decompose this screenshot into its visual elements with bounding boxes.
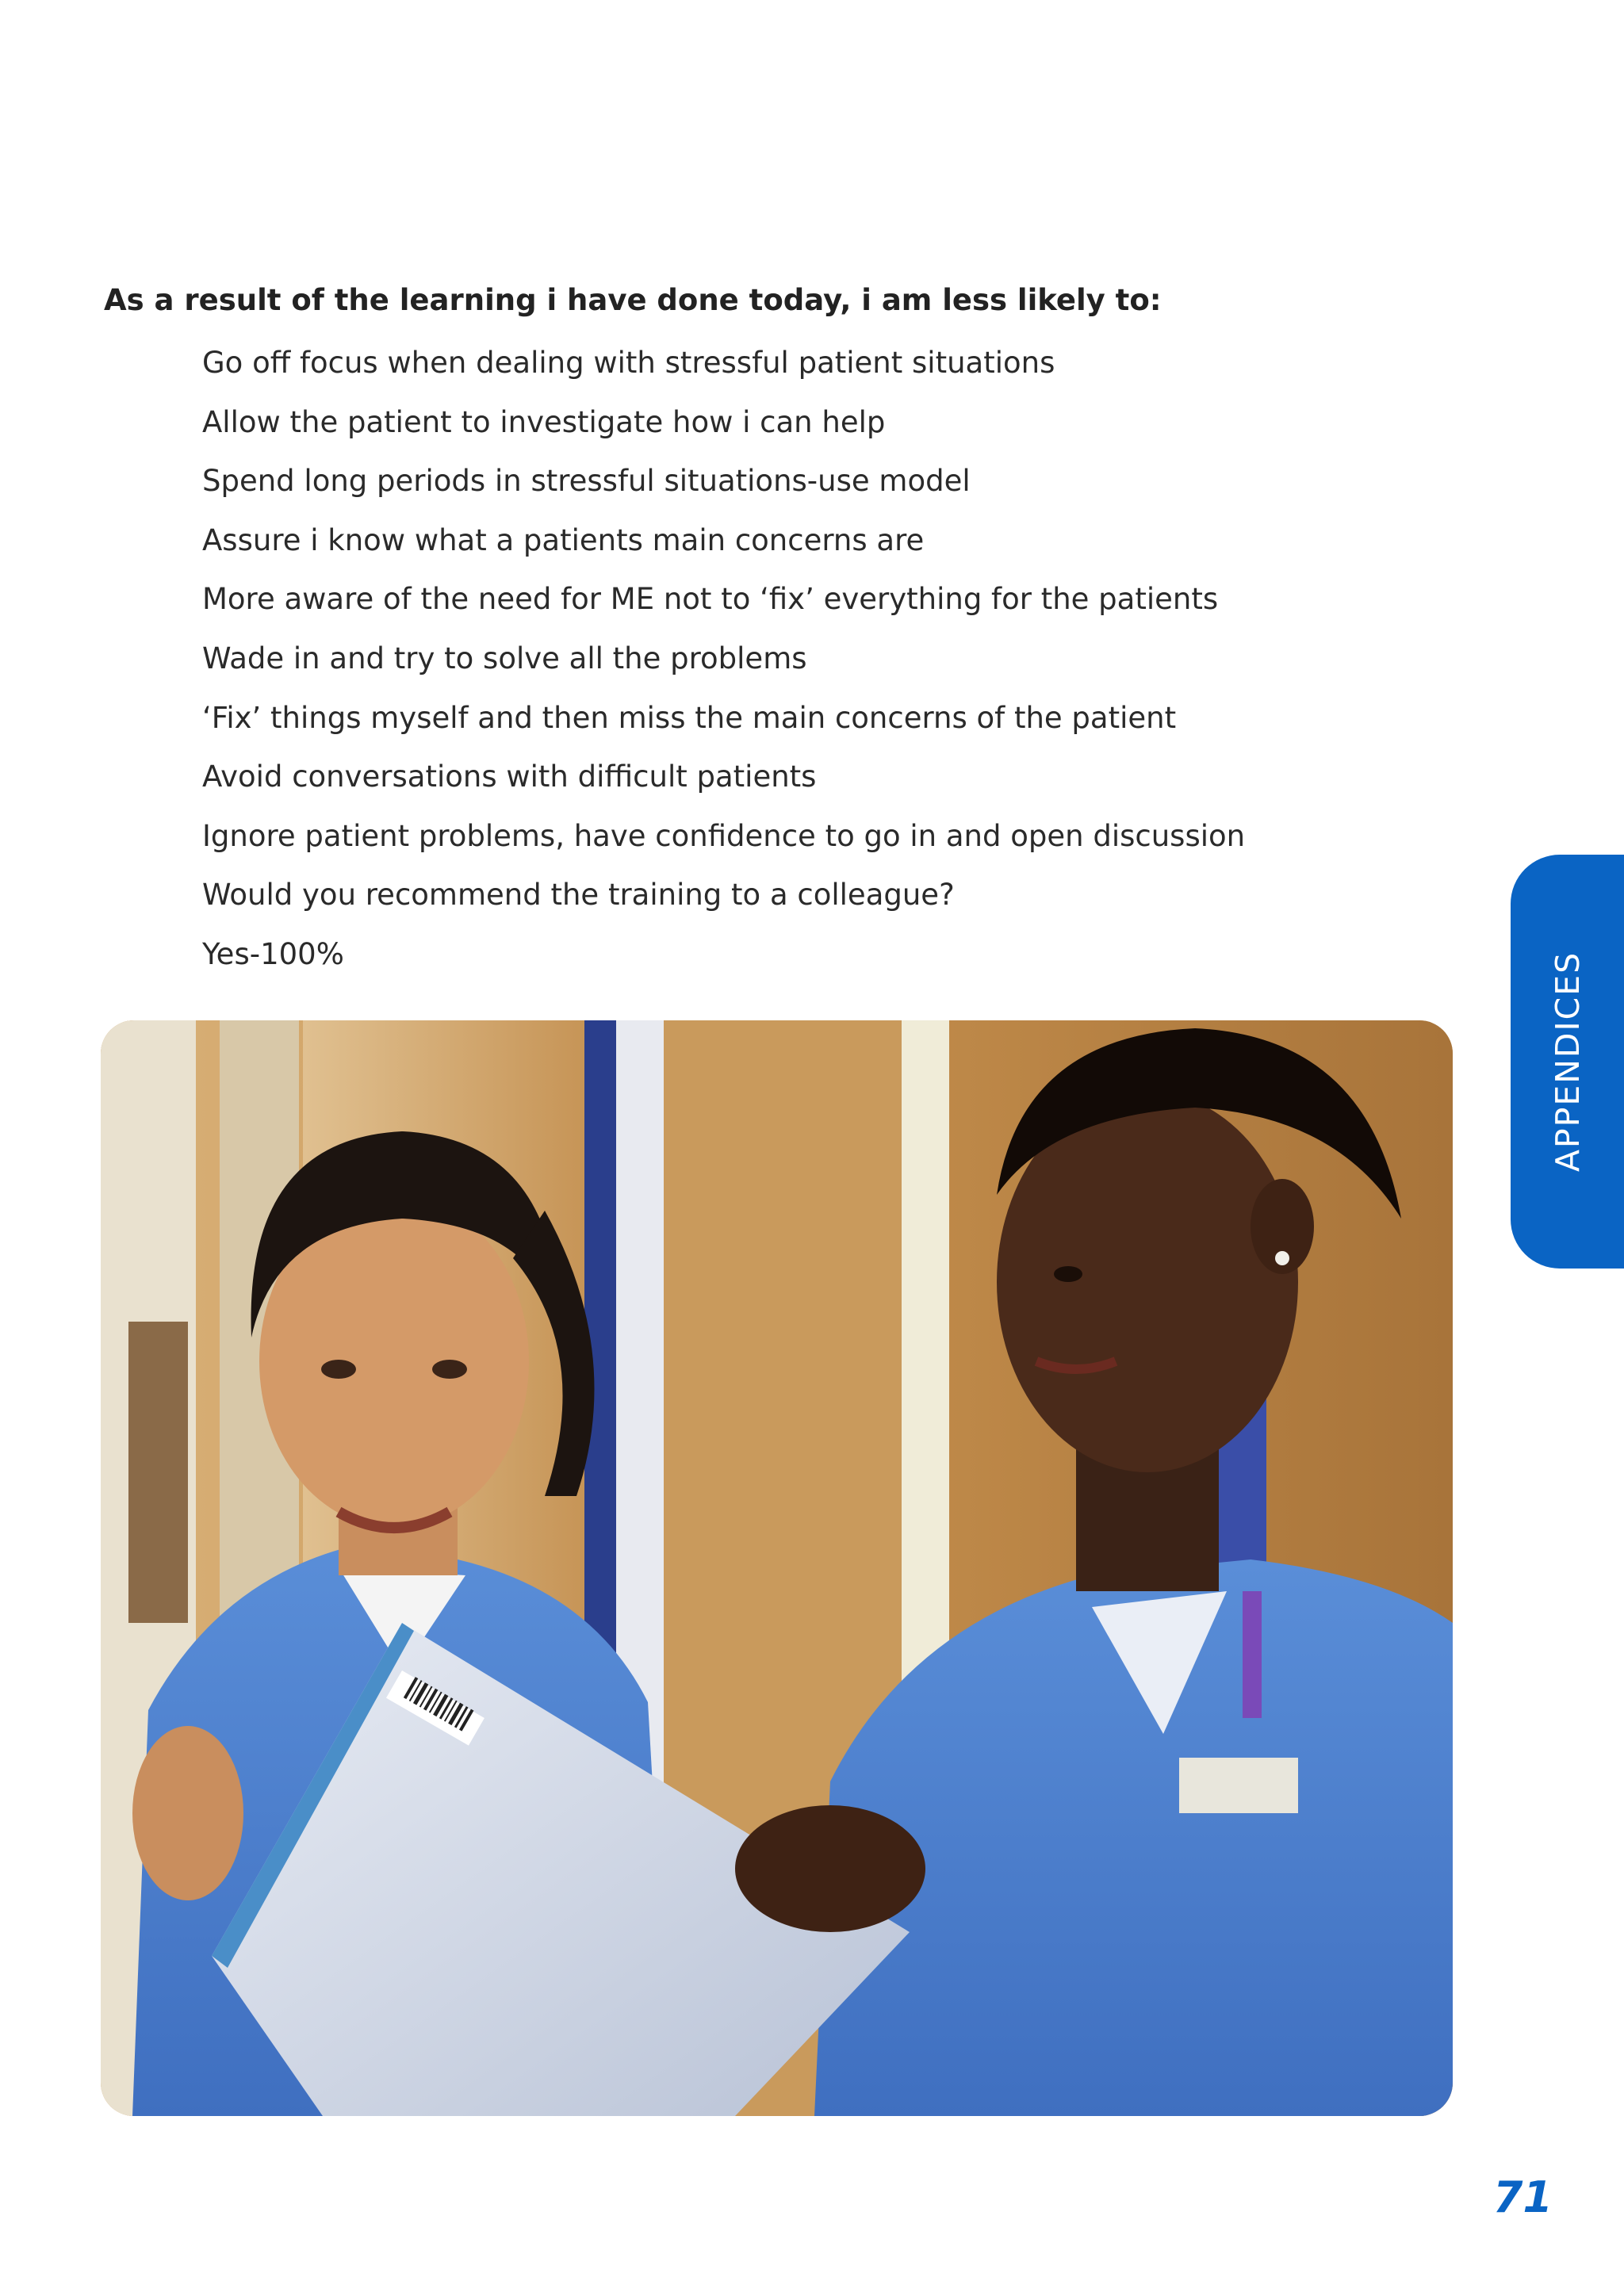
appendices-tab <box>1511 855 1624 1269</box>
nurses-photo-illustration <box>101 1020 1453 2116</box>
list-item: Yes-100% <box>202 936 344 971</box>
response-list <box>202 339 1245 990</box>
list-item: Would you recommend the training to a colleague? <box>202 878 955 913</box>
list-item: Spend long periods in stressful situations-use model <box>202 464 971 499</box>
list-item: More aware of the need for ME not to ‘fix’ everything for the patients <box>202 582 1219 617</box>
list-item: Ignore patient problems, have confidence to go in and open discussion <box>202 818 1246 853</box>
list-item: Go off focus when dealing with stressful patient situations <box>202 346 1055 380</box>
nurses-photo <box>101 1020 1453 2116</box>
list-item: Allow the patient to investigate how i can help <box>202 404 886 439</box>
list-item: Avoid conversations with difficult patients <box>202 760 817 794</box>
section-heading: As a result of the learning i have done today, i am less likely to: <box>104 283 1162 317</box>
list-item: Wade in and try to solve all the problems <box>202 641 807 675</box>
page-number: 71 <box>1492 2172 1553 2222</box>
list-item: Assure i know what a patients main concerns are <box>202 522 925 557</box>
appendices-tab-label: APPENDICES <box>1548 951 1587 1173</box>
list-item: ‘Fix’ things myself and then miss the main concerns of the patient <box>202 700 1177 735</box>
